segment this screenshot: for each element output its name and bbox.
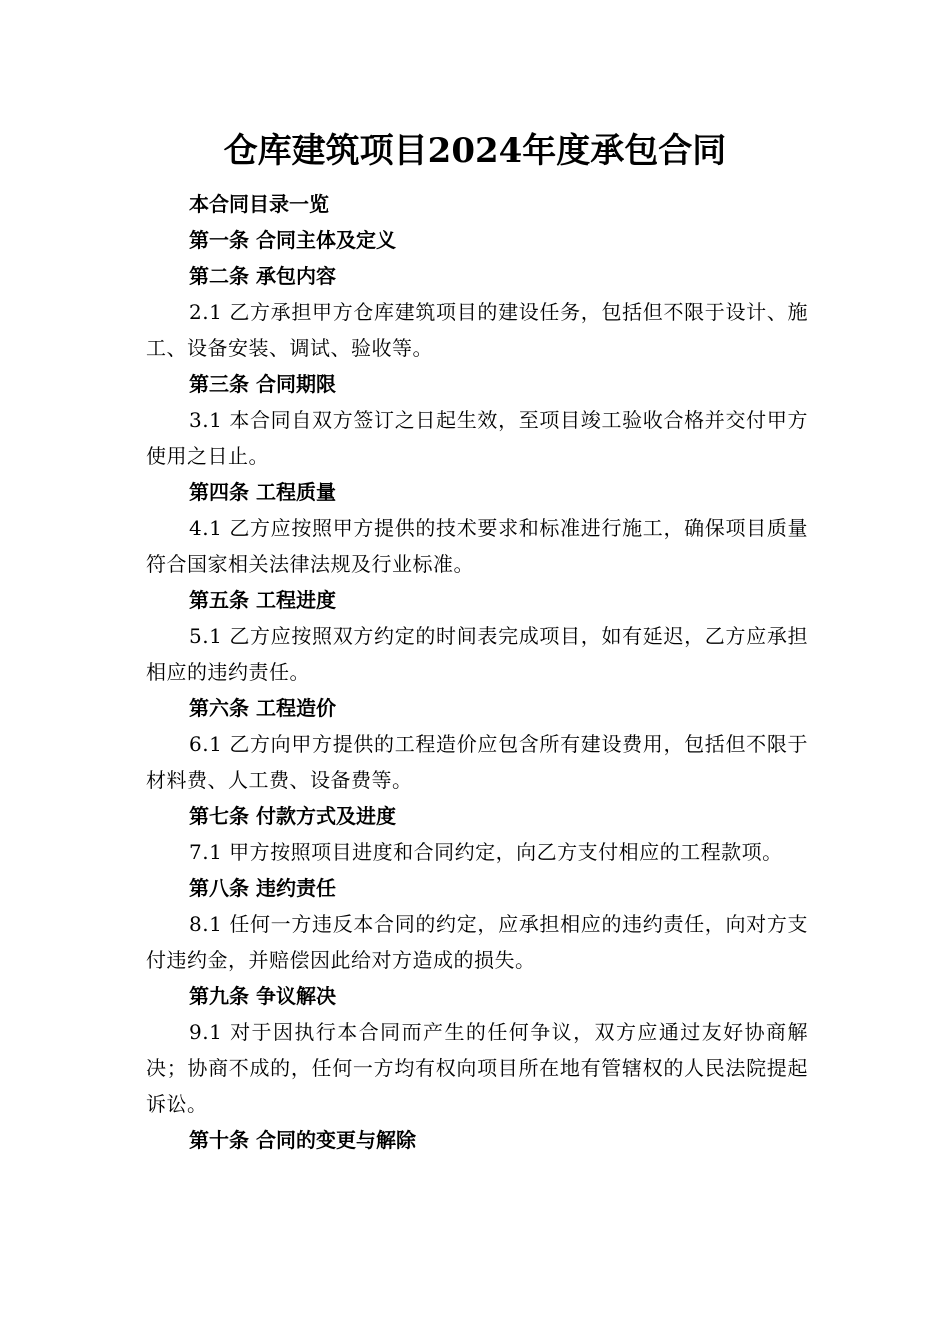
section-heading: 第八条 违约责任 — [189, 876, 336, 900]
section-paragraph: 5.1 乙方应按照双方约定的时间表完成项目，如有延迟，乙方应承担相应的违约责任。 — [146, 624, 808, 684]
section-heading: 第二条 承包内容 — [189, 264, 336, 288]
section-paragraph: 4.1 乙方应按照甲方提供的技术要求和标准进行施工，确保项目质量符合国家相关法律法规及行业标准。 — [146, 516, 808, 576]
section-paragraph: 8.1 任何一方违反本合同的约定，应承担相应的违约责任，向对方支付违约金，并赔偿因此给对方造成的损失。 — [146, 912, 808, 972]
document-body — [146, 186, 808, 1158]
toc-heading: 本合同目录一览 — [189, 192, 329, 216]
section-paragraph: 9.1 对于因执行本合同而产生的任何争议，双方应通过友好协商解决；协商不成的，任何一方均有权向项目所在地有管辖权的人民法院提起诉讼。 — [146, 1020, 808, 1116]
section-heading: 第六条 工程造价 — [189, 696, 336, 720]
section-paragraph: 3.1 本合同自双方签订之日起生效，至项目竣工验收合格并交付甲方使用之日止。 — [146, 408, 808, 468]
section-heading: 第四条 工程质量 — [189, 480, 336, 504]
section-paragraph: 7.1 甲方按照项目进度和合同约定，向乙方支付相应的工程款项。 — [189, 840, 783, 864]
section-heading: 第一条 合同主体及定义 — [189, 228, 396, 252]
section-paragraph: 2.1 乙方承担甲方仓库建筑项目的建设任务，包括但不限于设计、施工、设备安装、调试、验收等。 — [146, 300, 808, 360]
section-heading: 第十条 合同的变更与解除 — [189, 1128, 416, 1152]
section-heading: 第九条 争议解决 — [189, 984, 336, 1008]
section-heading: 第五条 工程进度 — [189, 588, 336, 612]
section-paragraph: 6.1 乙方向甲方提供的工程造价应包含所有建设费用，包括但不限于材料费、人工费、设备费等。 — [146, 732, 808, 792]
document-title: 仓库建筑项目2024年度承包合同 — [223, 131, 727, 171]
section-heading: 第七条 付款方式及进度 — [189, 804, 396, 828]
section-heading: 第三条 合同期限 — [189, 372, 336, 396]
